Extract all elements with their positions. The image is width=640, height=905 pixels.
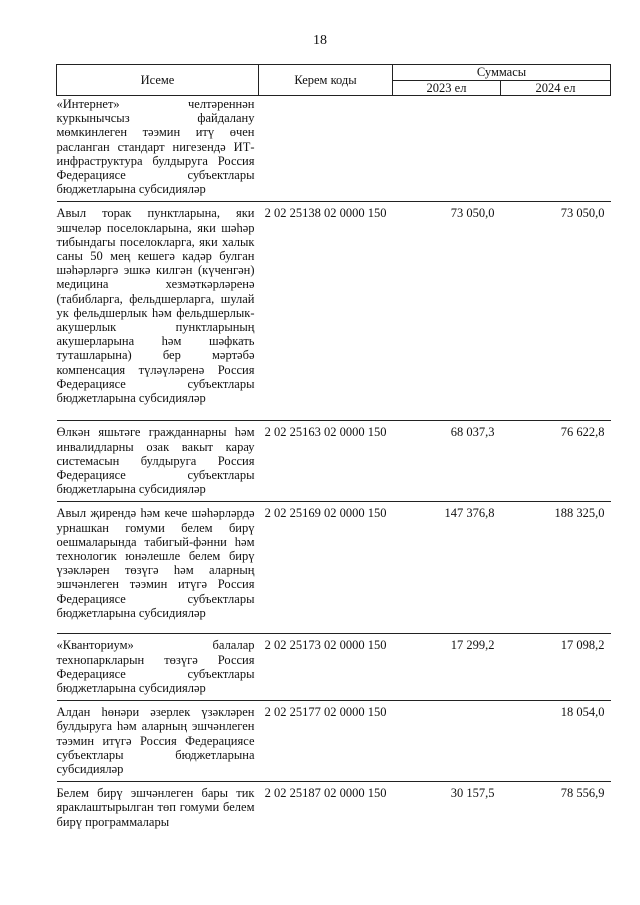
row-name: Алдан һөнәри әзерлек үзәкләрен булдыруга һәм аларның эшчәнлеген тәэмин итүгә Россия Федерациясе субъектлары бюджетларына субсидияләр xyxy=(57,701,259,782)
row-name: Белем бирү эшчәнлеген бары тик яраклаштырылган төп гомуми белем бирү программалары xyxy=(57,782,259,834)
row-name: Өлкән яшьтәге гражданнарны һәм инвалидларны озак вакыт карау системасын булдыруга Россия Федерациясе субъектлары бюджетларына субсидияләр xyxy=(57,421,259,502)
row-value-2023: 17 299,2 xyxy=(393,634,501,701)
header-name: Исеме xyxy=(57,65,259,96)
row-value-2024: 17 098,2 xyxy=(501,634,611,701)
row-value-2024: 18 054,0 xyxy=(501,701,611,782)
row-name: «Интернет» челтәреннән куркынычсыз файдалану мөмкинлеген тәэмин итү өчен расланган стандарт нигезендә ИТ-инфраструктура булдыруга Россия Федерациясе субъектлары бюджетларына субсидияләр xyxy=(56,97,255,197)
row-code: 2 02 25138 02 0000 150 xyxy=(259,202,393,421)
header-sums: Суммасы xyxy=(393,65,611,81)
table-row xyxy=(57,634,611,701)
row-value-2023: 68 037,3 xyxy=(393,421,501,502)
budget-table xyxy=(56,64,611,834)
row-name: Авыл җирендә һәм кече шәһәрләрдә урнашкан гомуми белем бирү оешмаларында табигый-фәнни һәм технологик юнәлешле белем бирү үзәкләрен төзүгә һәм аларның эшчәнлеген тәэмин итүгә Россия Федерациясе субъектлары бюджетларына субсидияләр xyxy=(57,502,259,634)
table-row xyxy=(57,701,611,782)
header-year-2024: 2024 ел xyxy=(501,80,611,96)
table-row xyxy=(57,782,611,834)
table-row xyxy=(57,96,611,202)
row-code: 2 02 25163 02 0000 150 xyxy=(259,421,393,502)
header-year-2023: 2023 ел xyxy=(393,80,501,96)
row-code xyxy=(259,96,393,202)
row-value-2023: 73 050,0 xyxy=(393,202,501,421)
row-value-2023 xyxy=(393,96,501,202)
table-row xyxy=(57,202,611,421)
row-code: 2 02 25187 02 0000 150 xyxy=(259,782,393,834)
table-row xyxy=(57,502,611,634)
row-value-2023: 147 376,8 xyxy=(393,502,501,634)
row-name: Авыл торак пунктларына, яки эшчеләр поселокларына, яки шәһәр тибындагы поселокларга, яки халык саны 50 мең кешегә кадәр булган шәһәрләргә эшкә килгән (күченгән) медицина хезмәткәрләренә (табибларга, фельдшерларга, шулай ук фельдшерлык һәм фельдшерлык-акушерлык пунктларының акушерларына һәм шәфкать туташларына) бер мәртәбә компенсация түләүләренә Россия Федерациясе субъектлары бюджетларына субсидияләр xyxy=(57,202,259,421)
page-number: 18 xyxy=(313,33,327,48)
row-value-2024: 78 556,9 xyxy=(501,782,611,834)
row-code: 2 02 25173 02 0000 150 xyxy=(259,634,393,701)
header-code: Керем коды xyxy=(259,65,393,96)
row-code: 2 02 25169 02 0000 150 xyxy=(259,502,393,634)
row-value-2024 xyxy=(501,96,611,202)
row-code: 2 02 25177 02 0000 150 xyxy=(259,701,393,782)
row-value-2024: 73 050,0 xyxy=(501,202,611,421)
row-value-2023: 30 157,5 xyxy=(393,782,501,834)
row-value-2024: 76 622,8 xyxy=(501,421,611,502)
row-value-2024: 188 325,0 xyxy=(501,502,611,634)
row-value-2023 xyxy=(393,701,501,782)
row-name: «Кванториум» балалар технопаркларын төзүгә Россия Федерациясе субъектлары бюджетларына субсидияләр xyxy=(57,634,259,701)
table-row xyxy=(57,421,611,502)
